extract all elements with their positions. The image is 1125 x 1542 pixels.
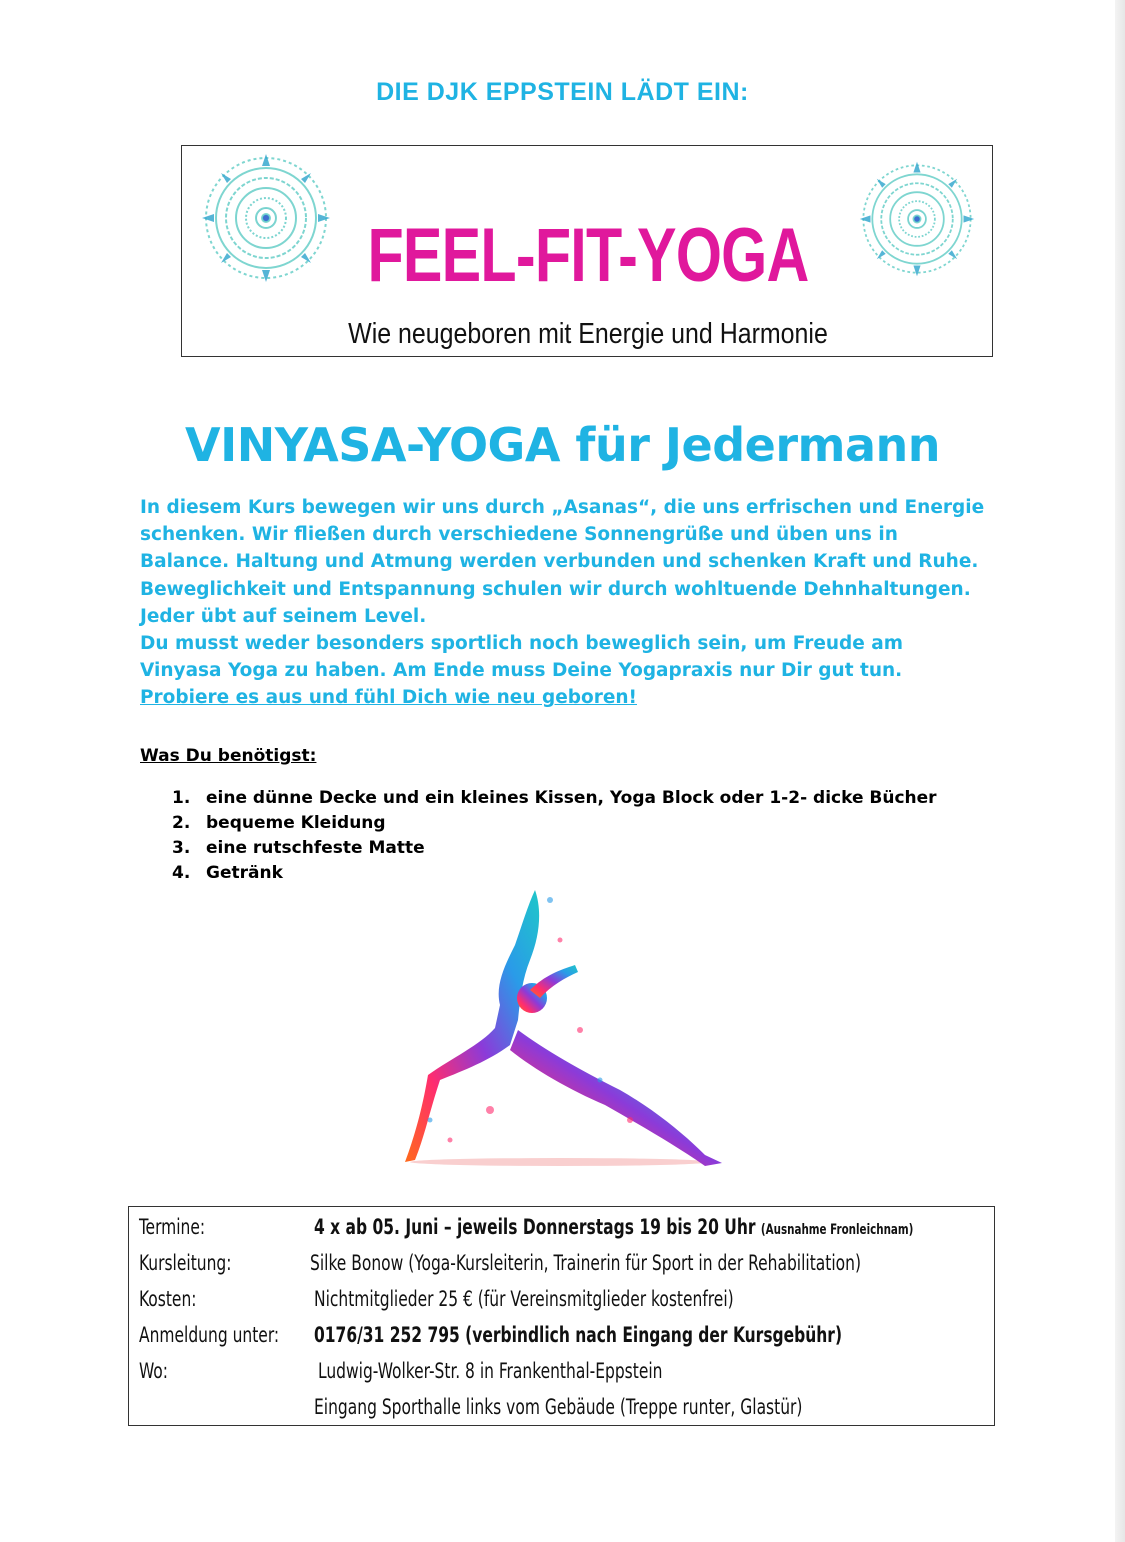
list-item: 4. Getränk <box>172 863 283 883</box>
list-item: 1. eine dünne Decke und ein kleines Kissen, Yoga Block oder 1-2- dicke Bücher <box>172 788 937 808</box>
intro-heading: DIE DJK EPPSTEIN LÄDT EIN: <box>376 78 749 106</box>
anmeldung-row <box>129 1323 996 1359</box>
kosten-row <box>129 1287 996 1323</box>
list-item: 2. bequeme Kleidung <box>172 813 386 833</box>
header-box <box>181 145 993 357</box>
course-description <box>140 494 985 712</box>
yoga-figure-illustration <box>370 880 750 1180</box>
kosten-value: Nichtmitglieder 25 € (für Vereinsmitglieder kostenfrei) <box>314 1287 734 1311</box>
kosten-label: Kosten: <box>139 1287 197 1311</box>
kursleitung-label: Kursleitung: <box>139 1251 232 1275</box>
page-edge <box>1115 0 1125 1542</box>
main-title: FEEL-FIT-YOGA <box>367 213 809 298</box>
kursleitung-value: Silke Bonow (Yoga-Kursleiterin, Trainerin für Sport in der Rehabilitation) <box>310 1251 862 1275</box>
wo-value-2: Eingang Sporthalle links vom Gebäude (Treppe runter, Glastür) <box>314 1395 803 1419</box>
anmeldung-value: 0176/31 252 795 (verbindlich nach Eingang der Kursgebühr) <box>314 1323 843 1347</box>
description-paragraph-2: Jeder übt auf seinem Level. <box>140 605 427 627</box>
needs-list <box>172 786 937 886</box>
wo-value: Ludwig-Wolker-Str. 8 in Frankenthal-Eppstein <box>318 1359 663 1383</box>
info-box <box>128 1206 995 1426</box>
description-paragraph-1: In diesem Kurs bewegen wir uns durch „Asanas“, die uns erfrischen und Energie schenken. Wir fließen durch verschiedene Sonnengrüße und üben uns in Balance. Haltung und Atmung werden verbunden und schenken Kraft und Ruhe. Beweglichkeit und Entspannung schulen wir durch wohltuende Dehnhaltungen. <box>140 497 985 600</box>
list-item: 3. eine rutschfeste Matte <box>172 838 425 858</box>
termine-row <box>129 1215 996 1251</box>
needs-heading: Was Du benötigst: <box>140 746 317 766</box>
wo-row-2 <box>129 1395 996 1431</box>
kursleitung-row <box>129 1251 996 1287</box>
call-to-action: Probiere es aus und fühl Dich wie neu geboren! <box>140 687 637 709</box>
header-subtitle: Wie neugeboren mit Energie und Harmonie <box>348 318 828 350</box>
description-paragraph-3: Du musst weder besonders sportlich noch beweglich sein, um Freude am Vinyasa Yoga zu haben. Am Ende muss Deine Yogapraxis nur Dir gut tun. <box>140 633 904 682</box>
termine-value: 4 x ab 05. Juni – jeweils Donnerstags 19 bis 20 Uhr (Ausnahme Fronleichnam) <box>314 1215 914 1239</box>
wo-row <box>129 1359 996 1395</box>
course-title: VINYASA-YOGA für Jedermann <box>185 418 940 472</box>
anmeldung-label: Anmeldung unter: <box>139 1323 280 1347</box>
termine-label: Termine: <box>139 1215 206 1239</box>
wo-label: Wo: <box>139 1359 169 1383</box>
